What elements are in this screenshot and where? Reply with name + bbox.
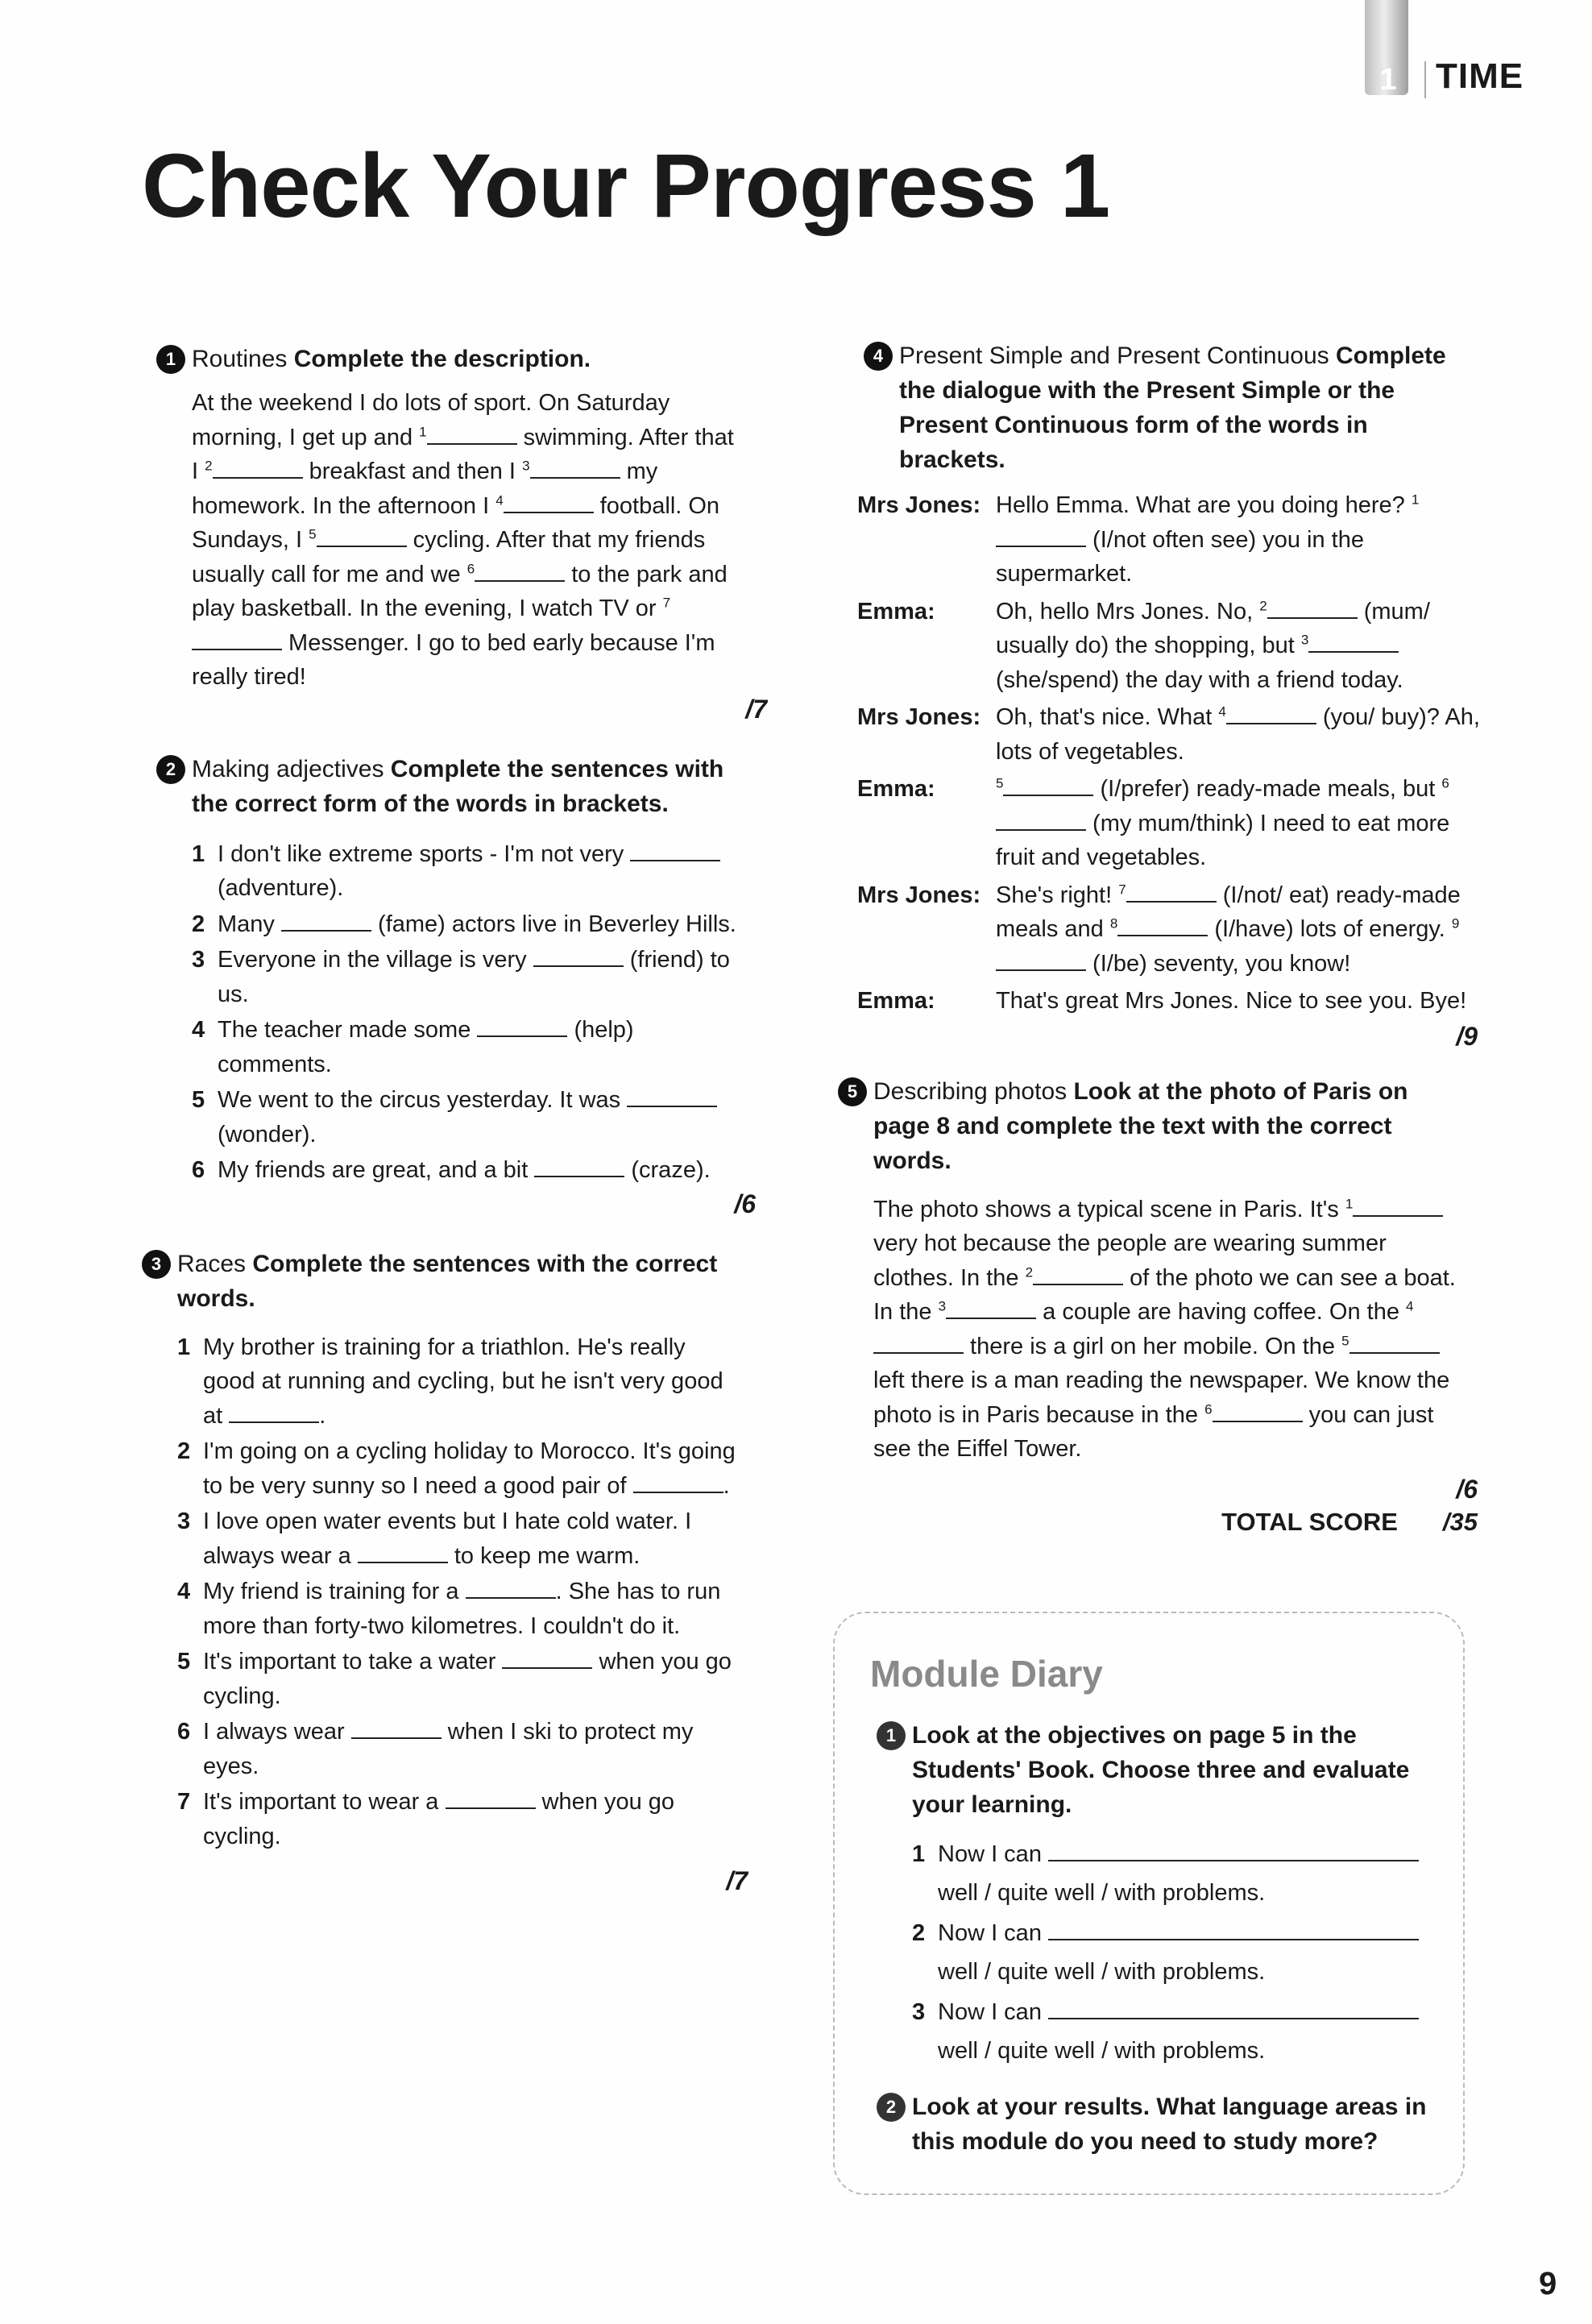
evaluation-options[interactable]: well / quite well / with problems. [938,2038,1266,2064]
dialogue-line: Hello Emma. What are you doing here? $^1$ (I/not often see) you in the supermarket. [996,492,1420,587]
answer-blank[interactable] [466,1578,556,1599]
item-text: . [319,1402,326,1429]
list-item [912,1835,1444,1912]
item-number: 1 [912,1841,926,1867]
line-text: (I/have) lots of energy. [1208,916,1452,942]
speaker-label: Mrs Jones: [857,882,981,908]
item-text: My friends are great, and a bit [218,1157,535,1183]
answer-blank[interactable] [477,1016,567,1037]
text-segment: At the weekend I do lots of sport. On Saturday morning, I get up and [192,390,670,450]
item-number: 2 [177,1438,191,1464]
item-text: I'm going on a cycling holiday to Morocco. It's going to be very sunny so I need a good pair of [203,1438,736,1499]
answer-blank[interactable] [281,911,371,932]
answer-blank-8[interactable] [1117,915,1208,936]
exercise-number-badge: 2 [156,755,185,784]
exercise-4-score: /9 [1456,1021,1478,1051]
text-segment: my homework. In the afternoon I [192,459,658,519]
answer-blank[interactable] [446,1788,536,1809]
speaker-label: Mrs Jones: [857,492,981,518]
exercise-5 [831,1074,1486,1537]
line-text: (she/spend) the day with a friend today. [996,666,1403,693]
exercise-5-score: /6 [1456,1474,1478,1504]
objective-blank[interactable] [1048,1919,1419,1940]
objective-blank[interactable] [1048,1998,1419,2019]
exercise-category: Routines [192,346,288,372]
answer-blank[interactable] [229,1402,319,1423]
dialogue-line: Oh, hello Mrs Jones. No, $^2$ (mum/ usually do) the shopping, but $^3$ (she/spend) the day with a friend today. [996,597,1430,693]
answer-blank-5[interactable] [1003,775,1093,796]
answer-blank-7[interactable] [192,629,282,650]
answer-blank[interactable] [358,1542,448,1563]
exercise-2 [150,752,770,1219]
text-segment: left there is a man reading the newspaper. We know the photo is in Paris because in the [873,1367,1450,1428]
dialogue-line: She's right! $^7$ (I/not/ eat) ready-made meals and $^8$ (I/have) lots of energy. $^9$ (I/be) seventy, you know! [996,881,1461,977]
item-text: . She has to run more than forty-two kilometres. I couldn't do it. [203,1579,721,1639]
dialogue-line: $^5$ (I/prefer) ready-made meals, but $^6$ (my mum/think) I need to eat more fruit and vegetables. [996,775,1450,870]
exercise-1-heading [150,342,770,376]
item-text: It's important to take a water [203,1649,503,1675]
text-segment: of the photo we can see a boat. In the [873,1264,1456,1325]
exercise-instruction: Complete the description. [293,346,591,372]
line-text: (I/not often see) you in the supermarket. [996,526,1364,587]
list-item [912,1993,1444,2070]
item-text: My friend is training for a [203,1579,466,1604]
exercise-category: Races [177,1250,247,1277]
list-item [192,837,748,906]
exercise-3 [135,1247,770,1897]
exercise-number-badge: 4 [864,342,893,371]
text-segment: breakfast and then I [302,459,523,484]
exercise-4 [857,338,1486,1052]
text-segment: very hot because the people are wearing summer clothes. In the [873,1230,1387,1291]
answer-blank-5[interactable] [1349,1333,1440,1354]
list-item [177,1330,741,1434]
module-diary-title: Module Diary [870,1653,1103,1695]
item-text: . [723,1472,730,1499]
text-segment: swimming. After that I [192,424,734,484]
list-item [192,943,748,1011]
exercise-2-score: /6 [734,1189,756,1218]
item-text: when you go cycling. [203,1649,732,1709]
list-item [177,1575,741,1643]
item-text: We went to the circus yesterday. It was [218,1087,628,1113]
unit-number: 1 [1379,63,1397,97]
answer-blank-5[interactable] [317,526,407,547]
total-score-value: /35 [1442,1507,1478,1536]
answer-blank-2[interactable] [213,458,303,479]
answer-blank-1[interactable] [1353,1196,1443,1217]
dialogue-line [996,984,1486,1019]
exercise-category: Present Simple and Present Continuous [899,342,1329,369]
exercise-number-badge: 3 [142,1250,171,1279]
exercise-instruction: Complete the dialogue with the Present Simple or the Present Continuous form of the words in brackets. [899,342,1446,473]
item-number: 2 [192,911,205,937]
line-text: (I/be) seventy, you know! [1086,950,1351,977]
answer-blank-6[interactable] [996,810,1086,831]
list-item [192,1083,748,1152]
unit-tab [1360,0,1416,105]
item-text: when you go cycling. [203,1789,675,1849]
answer-blank[interactable] [351,1718,442,1739]
answer-blank[interactable] [627,1086,717,1107]
item-number: 1 [192,840,205,867]
item-text: Everyone in the village is very [218,947,533,973]
text-segment: there is a girl on her mobile. On the [964,1333,1342,1359]
exercise-1-text: At the weekend I do lots of sport. On Saturday morning, I get up and $^1$ swimming. After that I $^2$ breakfast and then I $^3$ my homework. In the afternoon I $^4$ football. On Sundays, I $^5$ cycling. After that my friends usually call for me and we $^6$ to the park and play basketball. In the evening, I watch TV or $^7$ Messenger. I go to bed early because I'm really tired! [192,390,734,690]
item-number: 3 [177,1509,191,1534]
item-text: (friend) to us. [218,947,730,1007]
question-text: Look at the objectives on page 5 in the Students' Book. Choose three and evaluate your learning. [912,1722,1410,1818]
line-text: (I/prefer) ready-made meals, but [1093,776,1442,802]
answer-blank-2[interactable] [1267,598,1358,619]
list-item [192,1013,748,1081]
answer-blank-4[interactable] [873,1333,964,1354]
total-score-label: TOTAL SCORE [1221,1507,1398,1536]
line-text: (I/not/ eat) ready-made meals and [996,882,1461,942]
answer-blank[interactable] [630,840,720,861]
list-item [177,1434,741,1503]
item-number: 6 [192,1157,205,1183]
dialogue [857,488,1486,1022]
answer-blank-1[interactable] [427,424,517,445]
item-text: My brother is training for a triathlon. He's really good at running and cycling, but he isn't very good at [203,1334,723,1429]
exercise-1 [150,342,770,724]
item-prompt: Now I can [938,1999,1042,2025]
item-number: 1 [177,1334,191,1360]
list-item [192,907,748,942]
answer-blank-2[interactable] [1033,1264,1123,1285]
list-item [177,1785,741,1853]
answer-blank-1[interactable] [996,526,1086,547]
answer-blank-7[interactable] [1126,882,1217,903]
speaker-label: Emma: [857,776,935,802]
answer-blank-3[interactable] [946,1298,1036,1319]
exercise-3-heading [135,1247,741,1316]
item-number: 3 [912,1999,926,2025]
line-text: Hello Emma. What are you doing here? [996,492,1412,518]
item-prompt: Now I can [938,1841,1042,1867]
answer-blank-4[interactable] [504,492,594,513]
page-number: 9 [1539,2266,1557,2301]
item-number: 6 [177,1719,191,1745]
text-segment: Messenger. I go to bed early because I'm really tired! [192,629,715,690]
list-item [912,1914,1444,1991]
item-text: when I ski to protect my eyes. [203,1719,694,1779]
line-text: That's great Mrs Jones. Nice to see you. Bye! [996,988,1467,1014]
text-segment: you can just see the Eiffel Tower. [873,1401,1434,1462]
dialogue-line: Oh, that's nice. What $^4$ (you/ buy)? Ah, lots of vegetables. [996,703,1480,765]
item-number: 5 [177,1649,191,1675]
module-diary [833,1612,1465,2195]
item-text: (adventure). [218,875,344,901]
item-number: 4 [192,1017,205,1043]
list-item [192,1153,748,1188]
unit-title: TIME [1436,56,1524,96]
answer-blank-4[interactable] [1226,703,1316,724]
item-number: 4 [177,1579,191,1604]
exercise-instruction: Complete the sentences with the correct form of the words in brackets. [192,755,724,817]
item-prompt: Now I can [938,1920,1042,1946]
item-text: (wonder). [218,1121,317,1147]
answer-blank-6[interactable] [1213,1401,1303,1422]
text-segment: to the park and play basketball. In the evening, I watch TV or [192,561,728,621]
question-text: Look at your results. What language areas in this module do you need to study more? [912,2094,1427,2155]
question-number-badge: 1 [877,1721,906,1750]
item-text: to keep me warm. [447,1542,641,1569]
diary-question-1 [870,1718,1460,1822]
text-segment: cycling. After that my friends usually call for me and we [192,527,706,587]
left-column [150,342,770,1896]
exercise-1-score: /7 [745,694,767,724]
exercise-3-score: /7 [726,1866,748,1895]
evaluation-options[interactable]: well / quite well / with problems. [938,1880,1266,1906]
answer-blank[interactable] [534,1156,624,1177]
speaker-label: Emma: [857,598,935,625]
exercise-number-badge: 1 [156,345,185,374]
line-text: Oh, that's nice. What [996,704,1219,730]
speaker-label: Mrs Jones: [857,704,981,730]
item-text: The teacher made some [218,1017,478,1043]
answer-blank-6[interactable] [475,561,565,582]
right-column [847,338,1486,1537]
objective-blank[interactable] [1048,1841,1419,1861]
text-segment: The photo shows a typical scene in Paris. It's [873,1196,1345,1222]
answer-blank-3[interactable] [1308,632,1399,653]
line-text: (my mum/think) I need to eat more fruit and vegetables. [996,810,1450,870]
item-text: Many [218,911,281,937]
answer-blank[interactable] [502,1648,592,1669]
exercise-category: Making adjectives [192,755,384,782]
item-number: 5 [192,1087,205,1113]
line-text: Oh, hello Mrs Jones. No, [996,598,1260,625]
diary-question-2 [870,2090,1460,2159]
answer-blank[interactable] [633,1472,723,1493]
exercise-5-text: The photo shows a typical scene in Paris. It's $^1$ very hot because the people are wearing summer clothes. In the $^2$ of the photo we can see a boat. In the $^3$ a couple are having coffee. On the $^4$ there is a girl on her mobile. On the $^5$ left there is a man reading the newspaper. We know the photo is in Paris because in the $^6$ you can just see the Eiffel Tower. [873,1195,1456,1462]
list-item [177,1715,741,1783]
answer-blank-9[interactable] [996,950,1086,971]
item-text: I always wear [203,1719,351,1745]
exercise-2-items [150,837,748,1188]
exercise-category: Describing photos [873,1077,1068,1105]
exercise-instruction: Complete the sentences with the correct words. [177,1250,718,1312]
answer-blank[interactable] [533,946,624,967]
line-text: (mum/ usually do) the shopping, but [996,598,1430,658]
header-divider [1424,61,1426,98]
item-number: 7 [177,1789,191,1815]
list-item [177,1645,741,1713]
text-segment: a couple are having coffee. On the [1036,1299,1407,1325]
evaluation-options[interactable]: well / quite well / with problems. [938,1959,1266,1985]
line-text: She's right! [996,882,1119,908]
item-text: (craze). [624,1157,711,1183]
exercise-number-badge: 5 [838,1077,867,1106]
line-text: (you/ buy)? Ah, lots of vegetables. [996,704,1480,765]
total-score [831,1508,1478,1537]
item-text: It's important to wear a [203,1789,446,1815]
speaker-label: Emma: [857,988,935,1014]
item-text: (fame) actors live in Beverley Hills. [371,911,736,937]
exercise-3-items [135,1330,741,1854]
question-number-badge: 2 [877,2093,906,2122]
exercise-4-heading [857,338,1479,477]
text-segment: football. On Sundays, I [192,492,720,553]
page-title: Check Your Progress 1 [142,135,1110,236]
item-text: (help) comments. [218,1017,634,1077]
answer-blank-3[interactable] [530,458,620,479]
list-item [177,1504,741,1573]
diary-evaluation-list [835,1835,1444,2070]
item-number: 2 [912,1920,926,1946]
exercise-2-heading [150,752,756,821]
item-number: 3 [192,947,205,973]
item-text: I don't like extreme sports - I'm not very [218,840,631,867]
item-text: I love open water events but I hate cold water. I always wear a [203,1509,692,1569]
exercise-instruction: Look at the photo of Paris on page 8 and complete the text with the correct words. [873,1077,1408,1174]
exercise-5-heading [831,1074,1453,1178]
